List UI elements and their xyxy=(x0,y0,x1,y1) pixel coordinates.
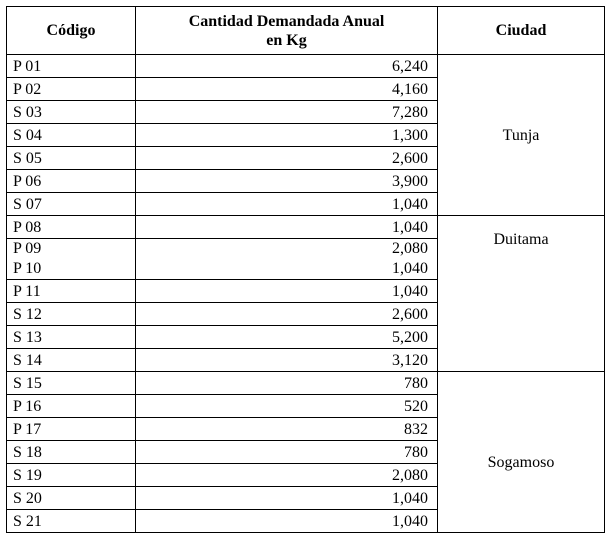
quantity-cell-stacked xyxy=(136,239,438,280)
quantity-cell: 1,040 xyxy=(136,487,438,510)
quantity-cell: 3,120 xyxy=(136,349,438,372)
code-cell: S 07 xyxy=(7,193,136,216)
table-row xyxy=(7,216,605,239)
header-quantity-line2: en Kg xyxy=(266,31,307,49)
quantity-cell: 832 xyxy=(136,418,438,441)
quantity-cell: 1,040 xyxy=(136,510,438,533)
quantity-cell: 1,040 xyxy=(136,193,438,216)
code-cell: P 01 xyxy=(7,55,136,78)
code-cell: S 12 xyxy=(7,303,136,326)
code-cell: S 13 xyxy=(7,326,136,349)
code-cell: S 20 xyxy=(7,487,136,510)
quantity-cell: 2,080 xyxy=(392,240,428,257)
quantity-cell: 1,300 xyxy=(136,124,438,147)
code-cell: P 10 xyxy=(13,260,42,277)
code-cell: S 19 xyxy=(7,464,136,487)
quantity-cell: 1,040 xyxy=(392,260,428,277)
quantity-cell: 2,600 xyxy=(136,303,438,326)
quantity-cell: 7,280 xyxy=(136,101,438,124)
demand-table xyxy=(6,6,605,533)
table-row xyxy=(7,372,605,395)
quantity-cell: 5,200 xyxy=(136,326,438,349)
table-row xyxy=(7,55,605,78)
quantity-cell: 780 xyxy=(136,372,438,395)
header-quantity-line1: Cantidad Demandada Anual xyxy=(188,12,385,30)
code-cell: S 03 xyxy=(7,101,136,124)
code-cell: P 08 xyxy=(7,216,136,239)
city-cell-duitama: Duitama xyxy=(438,216,605,372)
code-cell: P 06 xyxy=(7,170,136,193)
code-cell-stacked xyxy=(7,239,136,280)
code-cell: P 09 xyxy=(13,240,42,257)
code-cell: P 11 xyxy=(7,280,136,303)
quantity-cell: 6,240 xyxy=(136,55,438,78)
code-cell: P 17 xyxy=(7,418,136,441)
city-cell-tunja: Tunja xyxy=(438,55,605,216)
quantity-cell: 520 xyxy=(136,395,438,418)
quantity-cell: 2,600 xyxy=(136,147,438,170)
quantity-cell: 1,040 xyxy=(136,280,438,303)
header-city: Ciudad xyxy=(438,7,605,55)
city-cell-sogamoso: Sogamoso xyxy=(438,372,605,533)
code-cell: P 16 xyxy=(7,395,136,418)
code-cell: S 21 xyxy=(7,510,136,533)
code-cell: S 15 xyxy=(7,372,136,395)
quantity-cell: 4,160 xyxy=(136,78,438,101)
code-cell: S 05 xyxy=(7,147,136,170)
quantity-cell: 3,900 xyxy=(136,170,438,193)
code-cell: S 04 xyxy=(7,124,136,147)
header-quantity xyxy=(136,7,438,55)
quantity-cell: 2,080 xyxy=(136,464,438,487)
quantity-cell: 780 xyxy=(136,441,438,464)
header-code: Código xyxy=(7,7,136,55)
code-cell: P 02 xyxy=(7,78,136,101)
quantity-cell: 1,040 xyxy=(136,216,438,239)
code-cell: S 18 xyxy=(7,441,136,464)
header-row xyxy=(7,7,605,55)
code-cell: S 14 xyxy=(7,349,136,372)
